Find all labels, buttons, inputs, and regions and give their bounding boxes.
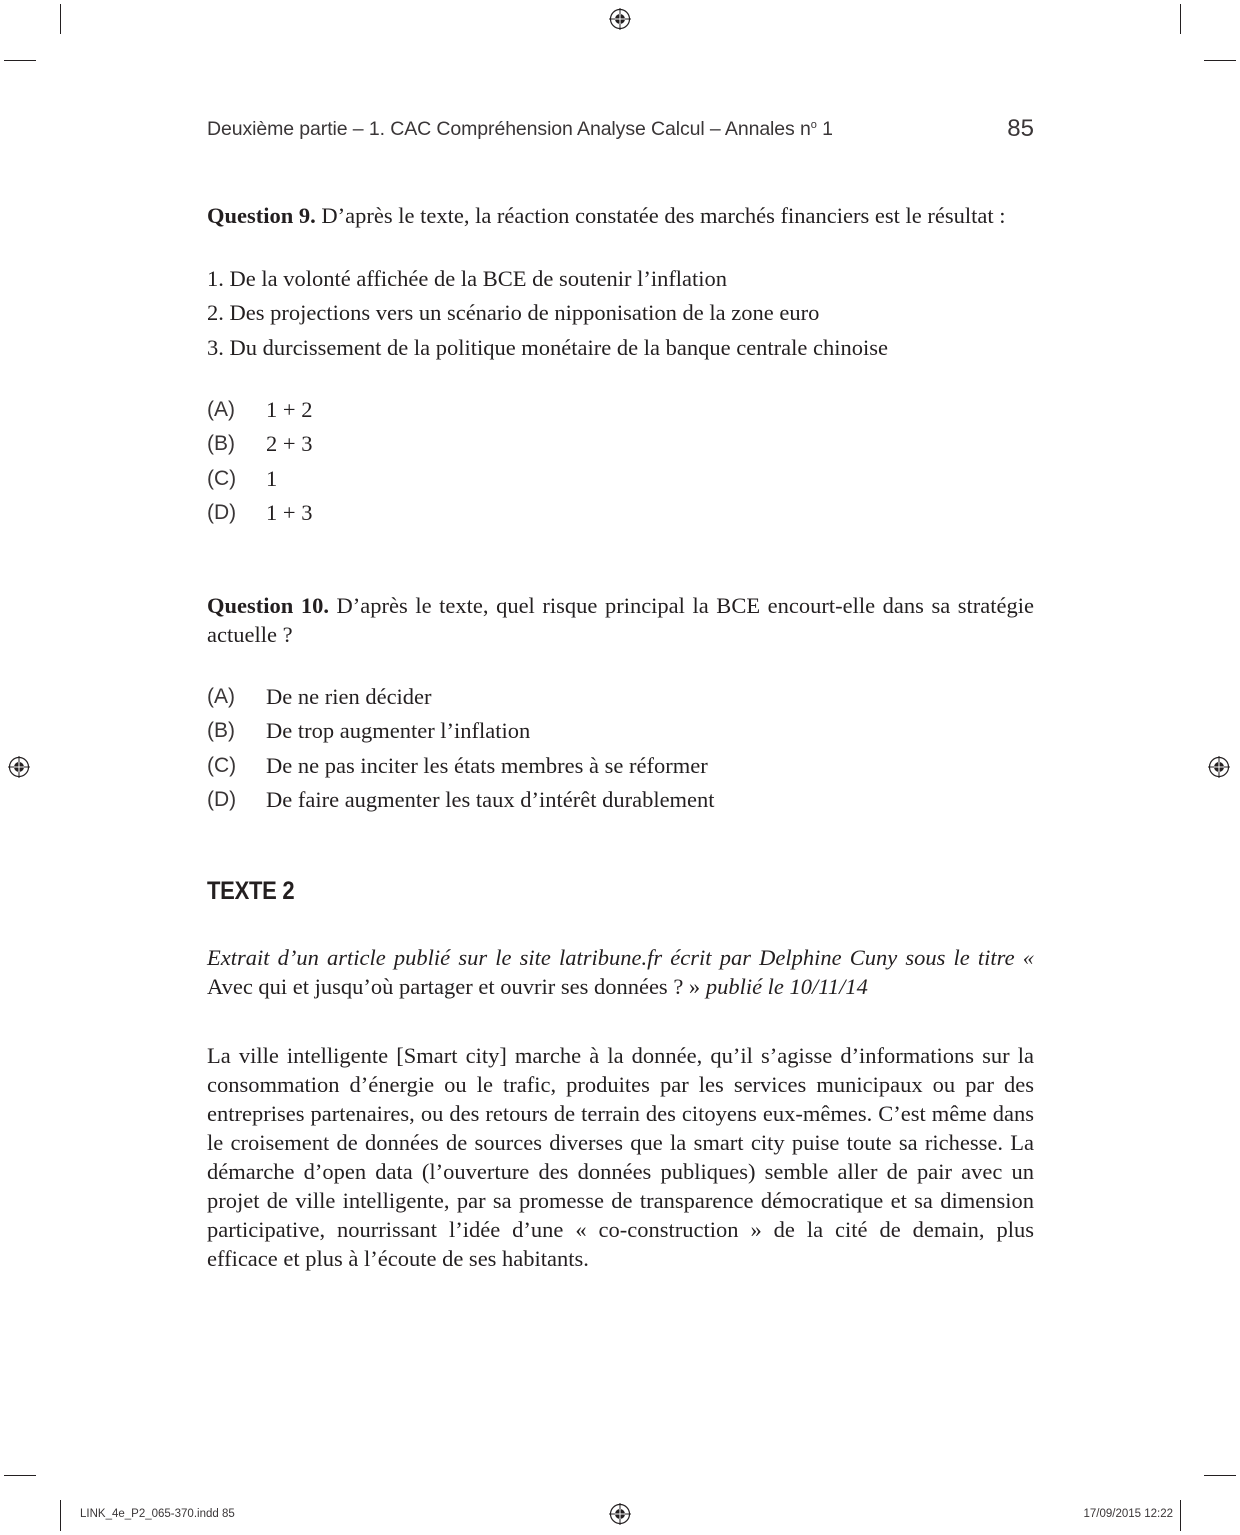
crop-mark — [1204, 60, 1236, 61]
question-10-prompt — [207, 591, 1034, 649]
article-source-title: Avec qui et jusqu’où partager et ouvrir ses données ? » — [207, 974, 701, 999]
option-letter: (B) — [207, 719, 235, 742]
question-9-prompt — [207, 201, 1034, 230]
running-head — [207, 118, 833, 141]
running-head-end: 1 — [816, 118, 833, 140]
crop-mark — [4, 1475, 36, 1476]
registration-mark-icon — [8, 756, 30, 778]
article-source-date: publié le 10/11/14 — [700, 974, 868, 999]
crop-mark — [1204, 1475, 1236, 1476]
option-text: 1 — [266, 466, 278, 491]
question-10-label: Question 10. — [207, 593, 329, 618]
option-text: De ne rien décider — [266, 684, 432, 709]
registration-mark-icon — [609, 8, 631, 30]
option-text: De faire augmenter les taux d’intérêt durablement — [266, 787, 715, 812]
option-text: 2 + 3 — [266, 431, 313, 456]
section-heading: TEXTE 2 — [207, 877, 295, 905]
option-text: 1 + 3 — [266, 500, 313, 525]
crop-mark — [1180, 4, 1181, 34]
page-number: 85 — [1007, 115, 1034, 142]
option-letter: (C) — [207, 754, 237, 777]
option-letter: (D) — [207, 501, 237, 524]
option-text: De trop augmenter l’inflation — [266, 718, 531, 743]
option-text: De ne pas inciter les états membres à se réformer — [266, 753, 708, 778]
crop-mark — [1180, 1500, 1181, 1531]
article-source-prefix: Extrait d’un article publié sur le site latribune.fr écrit par Delphine Cuny sous le titre « — [207, 945, 1034, 970]
option-letter: (A) — [207, 685, 235, 708]
crop-mark — [60, 1500, 61, 1531]
running-head-superscript: o — [810, 119, 817, 131]
running-head-title: Deuxième partie – 1. CAC Compréhension Analyse Calcul – Annales n — [207, 118, 811, 140]
question-9-label: Question 9. — [207, 203, 316, 228]
option-letter: (C) — [207, 467, 237, 490]
crop-mark — [4, 60, 36, 61]
option-letter: (A) — [207, 398, 235, 421]
slug-date: 17/09/2015 12:22 — [1083, 1508, 1173, 1520]
article-source — [207, 943, 1034, 1001]
registration-mark-icon — [1208, 756, 1230, 778]
option-letter: (D) — [207, 788, 237, 811]
registration-mark-icon — [609, 1503, 631, 1525]
option-text: 1 + 2 — [266, 397, 313, 422]
question-9-text: D’après le texte, la réaction constatée des marchés financiers est le résultat : — [315, 203, 1006, 228]
article-body: La ville intelligente [Smart city] marche à la donnée, qu’il s’agisse d’informations sur la consommation d’énergie ou le trafic, produites par les services municipaux ou par des entreprises partenaires, ou des retours de terrain des citoyens eux-mêmes. C’est même dans le croisement de données de sources diverses que la smart city puise toute sa richesse. La démarche d’open data (l’ouverture des données publiques) semble aller de pair avec un projet de ville intelligente, par sa promesse de transparence démocratique et sa dimension participative, nourrissant l’idée d’une « co-construction » de la cité de demain, plus efficace et plus à l’écoute de ses habitants. — [207, 1043, 1034, 1271]
question-9-statement: 3. Du durcissement de la politique monétaire de la banque centrale chinoise — [207, 335, 889, 360]
slug-filename: LINK_4e_P2_065-370.indd 85 — [80, 1508, 235, 1520]
option-letter: (B) — [207, 432, 235, 455]
question-10-text: D’après le texte, quel risque principal la BCE encourt-elle dans sa stratégie actuelle ? — [207, 593, 1035, 647]
question-9-statement: 1. De la volonté affichée de la BCE de soutenir l’inflation — [207, 266, 728, 291]
question-9-statement: 2. Des projections vers un scénario de nipponisation de la zone euro — [207, 300, 820, 325]
crop-mark — [60, 4, 61, 34]
